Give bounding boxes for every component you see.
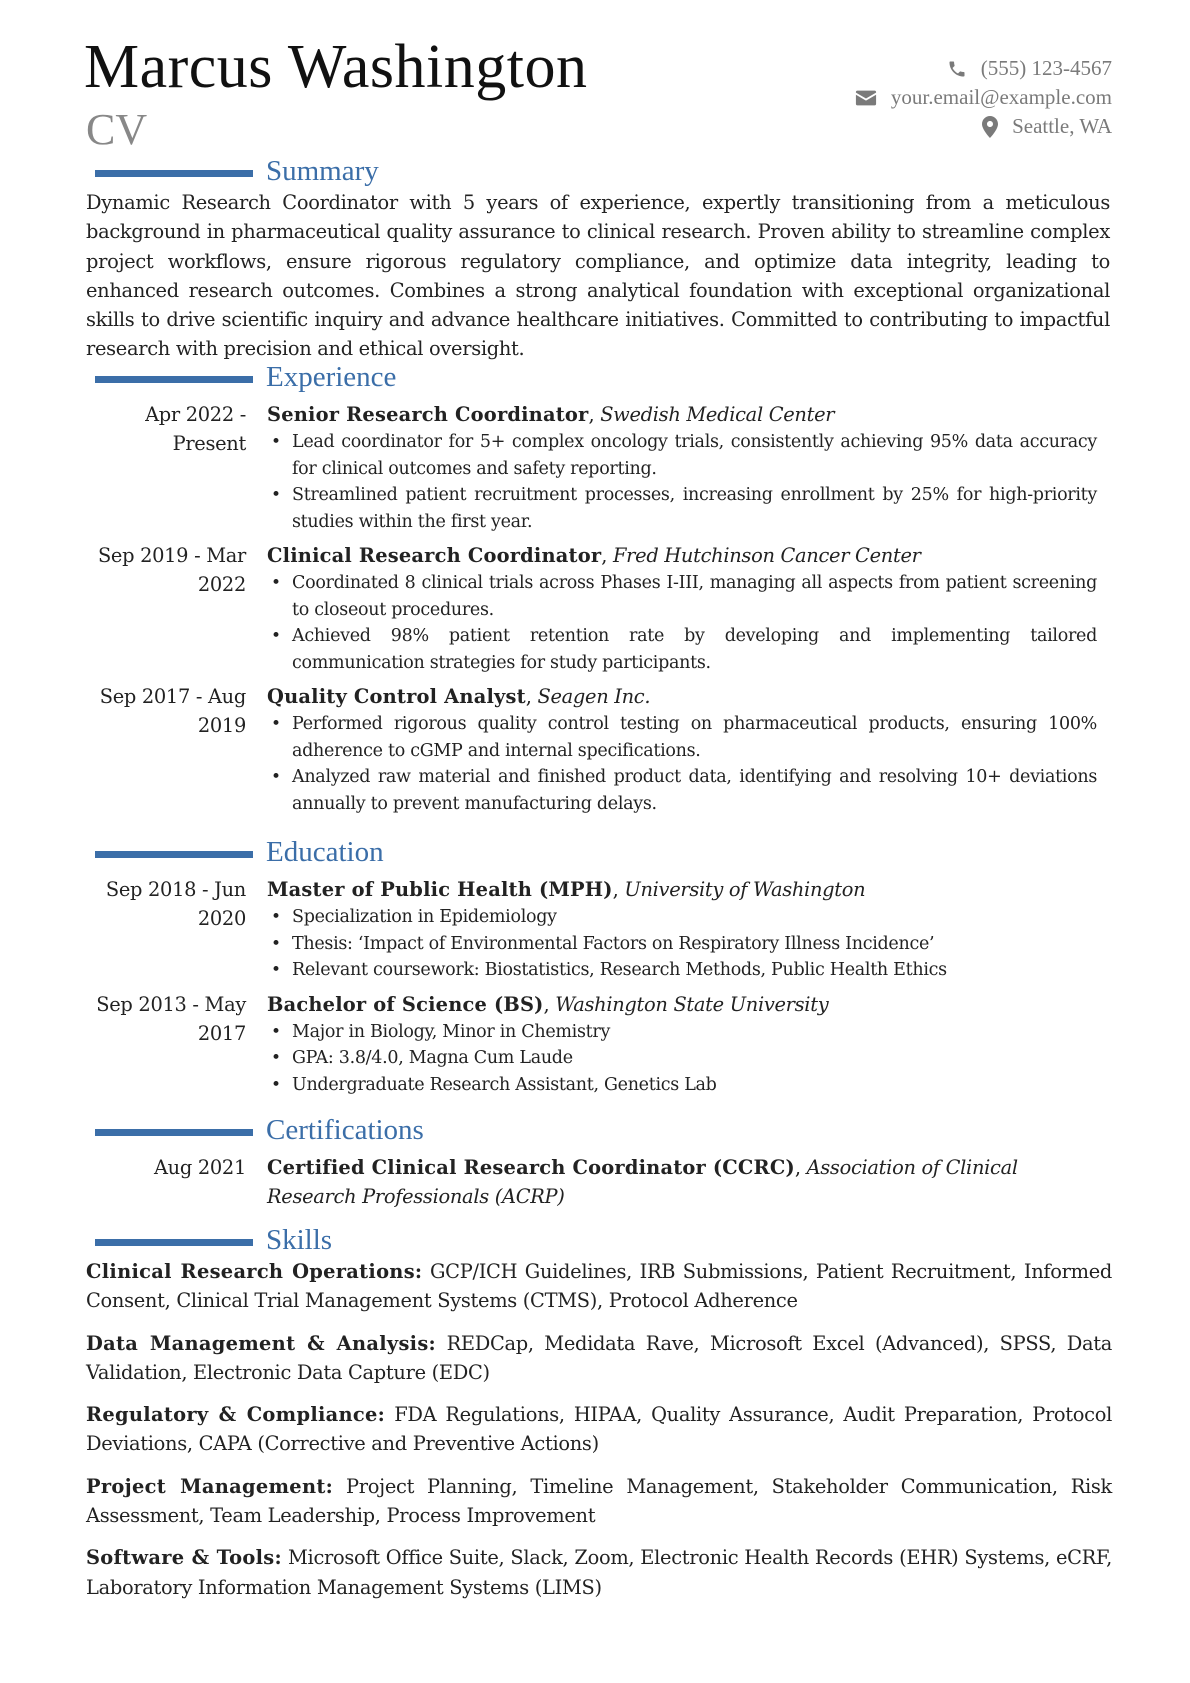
skills-list — [0, 1257, 1190, 1602]
entry-title: Quality Control Analyst — [267, 685, 526, 708]
entry-heading: Clinical Research Coordinator, Fred Hutchinson Cancer Center — [267, 544, 921, 567]
bullet-item: • GPA: 3.8/4.0, Magna Cum Laude — [267, 1045, 1107, 1072]
section-title: Summary — [266, 155, 379, 187]
entry-body — [267, 875, 1107, 984]
bullet-item: • Achieved 98% patient retention rate by developing and implementing tailored communication strategies for study participants. — [267, 623, 1107, 676]
contact-email[interactable] — [855, 83, 1112, 112]
skill-items: Project Planning, Timeline Management, Stakeholder Communication, Risk Assessment, Team Leadership, Process Improvement — [86, 1474, 1112, 1528]
bullet-item: • Performed rigorous quality control testing on pharmaceutical products, ensuring 100% adherence to cGMP and internal specifications. — [267, 711, 1107, 764]
section-heading — [0, 1223, 1190, 1257]
skill-category: Clinical Research Operations: — [86, 1260, 423, 1283]
entry-date: Sep 2018 - Jun 2020 — [105, 878, 246, 930]
entry-body — [267, 682, 1107, 817]
section-heading — [0, 154, 1190, 188]
section-accent-bar — [95, 851, 253, 858]
entry-bullets — [267, 429, 1107, 535]
skill-items: REDCap, Medidata Rave, Microsoft Excel (Advanced), SPSS, Data Validation, Electronic Data Capture (EDC) — [86, 1331, 1113, 1384]
experience-list — [0, 400, 1190, 817]
entry-item — [0, 990, 1190, 1099]
skill-group — [86, 1472, 1112, 1531]
summary-section — [0, 154, 1190, 364]
entry-item — [0, 400, 1190, 535]
envelope-icon — [855, 89, 877, 107]
contact-location — [855, 112, 1112, 141]
entry-title: Master of Public Health (MPH) — [267, 878, 613, 901]
entry-body — [267, 1153, 1107, 1211]
entry-item — [0, 1153, 1190, 1211]
entry-date: Sep 2019 - Mar 2022 — [97, 544, 246, 596]
skill-group — [86, 1257, 1112, 1316]
section-accent-bar — [95, 170, 253, 177]
location-text: Seattle, WA — [1012, 114, 1112, 138]
experience-section — [0, 360, 1190, 817]
entry-title: Bachelor of Science (BS) — [267, 992, 544, 1016]
bullet-item: • Analyzed raw material and finished product data, identifying and resolving 10+ deviations annually to prevent manufacturing delays. — [267, 764, 1107, 817]
skill-category: Regulatory & Compliance: — [86, 1403, 386, 1427]
entry-organization: Seagen Inc. — [537, 685, 651, 708]
bullet-item: • Major in Biology, Minor in Chemistry — [267, 1019, 1107, 1046]
entry-body — [267, 990, 1107, 1099]
section-heading — [0, 360, 1190, 394]
entry-title: Senior Research Coordinator — [267, 403, 589, 426]
map-pin-icon — [982, 116, 998, 138]
skill-group — [86, 1543, 1112, 1602]
skill-items: Microsoft Office Suite, Slack, Zoom, Electronic Health Records (EHR) Systems, eCRF, Laboratory Information Management Systems (LIMS) — [86, 1546, 1112, 1599]
entry-bullets — [267, 1019, 1107, 1099]
phone-text: (555) 123-4567 — [980, 56, 1112, 80]
section-heading — [0, 835, 1190, 869]
email-text: your.email@example.com — [890, 85, 1112, 109]
document-type: CV — [86, 105, 148, 154]
contact-block — [855, 54, 1112, 141]
bullet-item: • Thesis: ‘Impact of Environmental Factors on Respiratory Illness Incidence’ — [267, 931, 1107, 958]
bullet-item: • Lead coordinator for 5+ complex oncology trials, consistently achieving 95% data accuracy for clinical outcomes and safety reporting. — [267, 429, 1107, 482]
entry-heading: Certified Clinical Research Coordinator (CCRC), Association of Clinical Research Professionals (ACRP) — [267, 1156, 1018, 1208]
skill-category: Software & Tools: — [86, 1546, 282, 1570]
entry-organization: Swedish Medical Center — [600, 403, 835, 426]
entry-bullets — [267, 711, 1107, 817]
section-title: Education — [266, 836, 384, 868]
entry-organization: Association of Clinical Research Professionals (ACRP) — [267, 1156, 1018, 1208]
entry-heading: Bachelor of Science (BS), Washington State University — [267, 992, 829, 1016]
entry-organization: Washington State University — [555, 992, 829, 1016]
education-list — [0, 875, 1190, 1098]
entry-date: Apr 2022 - Present — [145, 403, 246, 455]
entry-date: Aug 2021 — [153, 1156, 246, 1179]
entry-title: Certified Clinical Research Coordinator (CCRC) — [267, 1156, 795, 1179]
entry-heading: Master of Public Health (MPH), University of Washington — [267, 878, 866, 901]
skill-group — [86, 1400, 1112, 1459]
certifications-section — [0, 1113, 1190, 1211]
section-title: Skills — [266, 1224, 333, 1256]
skills-section — [0, 1223, 1190, 1615]
bullet-item: • Coordinated 8 clinical trials across Phases I-III, managing all aspects from patient screening to closeout procedures. — [267, 570, 1107, 623]
bullet-item: • Streamlined patient recruitment processes, increasing enrollment by 25% for high-priority studies within the first year. — [267, 482, 1107, 535]
section-title: Certifications — [266, 1114, 424, 1146]
summary-paragraph: Dynamic Research Coordinator with 5 years of experience, expertly transitioning from a meticulous background in pharmaceutical quality assurance to clinical research. Proven ability to streamline complex project workflows, ensure rigorous regulatory compliance, and optimize data integrity, leading to enhanced research outcomes. Combines a strong analytical foundation with exceptional organizational skills to drive scientific inquiry and advance healthcare initiatives. Committed to contributing to impactful research with precision and ethical oversight. — [86, 191, 1110, 361]
section-accent-bar — [95, 1239, 253, 1246]
skill-group — [86, 1329, 1112, 1388]
entry-date: Sep 2013 - May 2017 — [96, 992, 246, 1045]
entry-bullets — [267, 904, 1107, 984]
entry-body — [267, 541, 1107, 676]
skill-category: Data Management & Analysis: — [86, 1331, 437, 1355]
bullet-item: • Specialization in Epidemiology — [267, 904, 1107, 931]
section-accent-bar — [95, 1129, 253, 1136]
section-accent-bar — [95, 376, 253, 383]
entry-bullets — [267, 570, 1107, 676]
entry-heading: Senior Research Coordinator, Swedish Medical Center — [267, 403, 835, 426]
certifications-list — [0, 1153, 1190, 1211]
entry-item — [0, 541, 1190, 676]
section-heading — [0, 1113, 1190, 1147]
skill-items: GCP/ICH Guidelines, IRB Submissions, Patient Recruitment, Informed Consent, Clinical Trial Management Systems (CTMS), Protocol Adherence — [86, 1260, 1113, 1313]
entry-item — [0, 682, 1190, 817]
bullet-item: • Undergraduate Research Assistant, Genetics Lab — [267, 1072, 1107, 1099]
entry-date: Sep 2017 - Aug 2019 — [99, 685, 246, 737]
entry-body — [267, 400, 1107, 535]
skill-items: FDA Regulations, HIPAA, Quality Assurance, Audit Preparation, Protocol Deviations, CAPA (Corrective and Preventive Actions) — [86, 1403, 1112, 1456]
entry-organization: Fred Hutchinson Cancer Center — [613, 544, 921, 567]
contact-phone[interactable] — [855, 54, 1112, 83]
education-section — [0, 835, 1190, 1098]
entry-organization: University of Washington — [624, 878, 866, 901]
entry-title: Clinical Research Coordinator — [267, 544, 602, 567]
phone-icon — [947, 59, 967, 79]
skill-category: Project Management: — [86, 1474, 334, 1498]
section-title: Experience — [266, 361, 397, 393]
entry-item — [0, 875, 1190, 984]
bullet-item: • Relevant coursework: Biostatistics, Research Methods, Public Health Ethics — [267, 957, 1107, 984]
candidate-name: Marcus Washington — [84, 33, 588, 101]
entry-heading: Quality Control Analyst, Seagen Inc. — [267, 685, 651, 708]
